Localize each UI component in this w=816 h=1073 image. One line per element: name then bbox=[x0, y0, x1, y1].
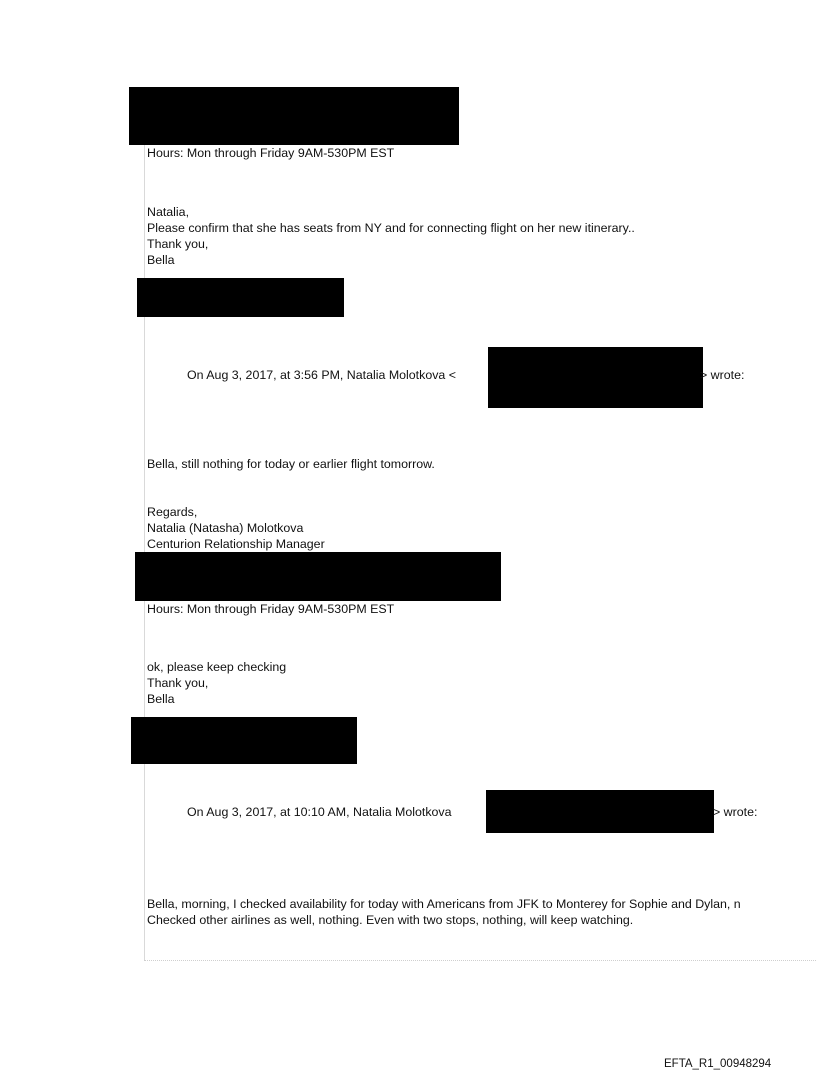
quote-header-1-prefix: On Aug 3, 2017, at 3:56 PM, Natalia Molotkova < bbox=[187, 368, 456, 382]
message3-body-line: ok, please keep checking bbox=[147, 660, 287, 674]
quote-left-rule bbox=[144, 118, 145, 960]
document-id-footer: EFTA_R1_00948294 bbox=[664, 1058, 772, 1070]
redaction-email-2 bbox=[486, 790, 714, 833]
redaction-email-1 bbox=[488, 347, 703, 408]
message3-signature: Bella bbox=[147, 692, 175, 706]
message2-regards: Regards, bbox=[147, 505, 198, 519]
redaction-block-2 bbox=[137, 278, 344, 317]
redaction-block-1 bbox=[129, 87, 459, 145]
quote-header-2-suffix: > wrote: bbox=[713, 805, 758, 819]
quote-bottom-rule bbox=[144, 960, 816, 961]
hours-line-2: Hours: Mon through Friday 9AM-530PM EST bbox=[147, 602, 395, 616]
redaction-block-4 bbox=[131, 717, 357, 764]
message2-body-line: Bella, still nothing for today or earlier flight tomorrow. bbox=[147, 457, 435, 471]
greeting-line: Natalia, bbox=[147, 205, 190, 219]
redaction-block-3 bbox=[135, 552, 501, 601]
message4-line-2: Checked other airlines as well, nothing. Even with two stops, nothing, will keep watching. bbox=[147, 913, 634, 927]
quote-header-1-suffix: > wrote: bbox=[700, 368, 745, 382]
message1-thanks: Thank you, bbox=[147, 237, 209, 251]
message2-sender-name: Natalia (Natasha) Molotkova bbox=[147, 521, 304, 535]
message4-line-1: Bella, morning, I checked availability for today with Americans from JFK to Monterey for Sophie and Dylan, n bbox=[147, 897, 741, 911]
hours-line-1: Hours: Mon through Friday 9AM-530PM EST bbox=[147, 146, 395, 160]
message1-body-line: Please confirm that she has seats from NY and for connecting flight on her new itinerary.. bbox=[147, 221, 635, 235]
message2-sender-title: Centurion Relationship Manager bbox=[147, 537, 325, 551]
message1-signature: Bella bbox=[147, 253, 175, 267]
quote-header-2-prefix: On Aug 3, 2017, at 10:10 AM, Natalia Molotkova bbox=[187, 805, 452, 819]
message3-thanks: Thank you, bbox=[147, 676, 209, 690]
